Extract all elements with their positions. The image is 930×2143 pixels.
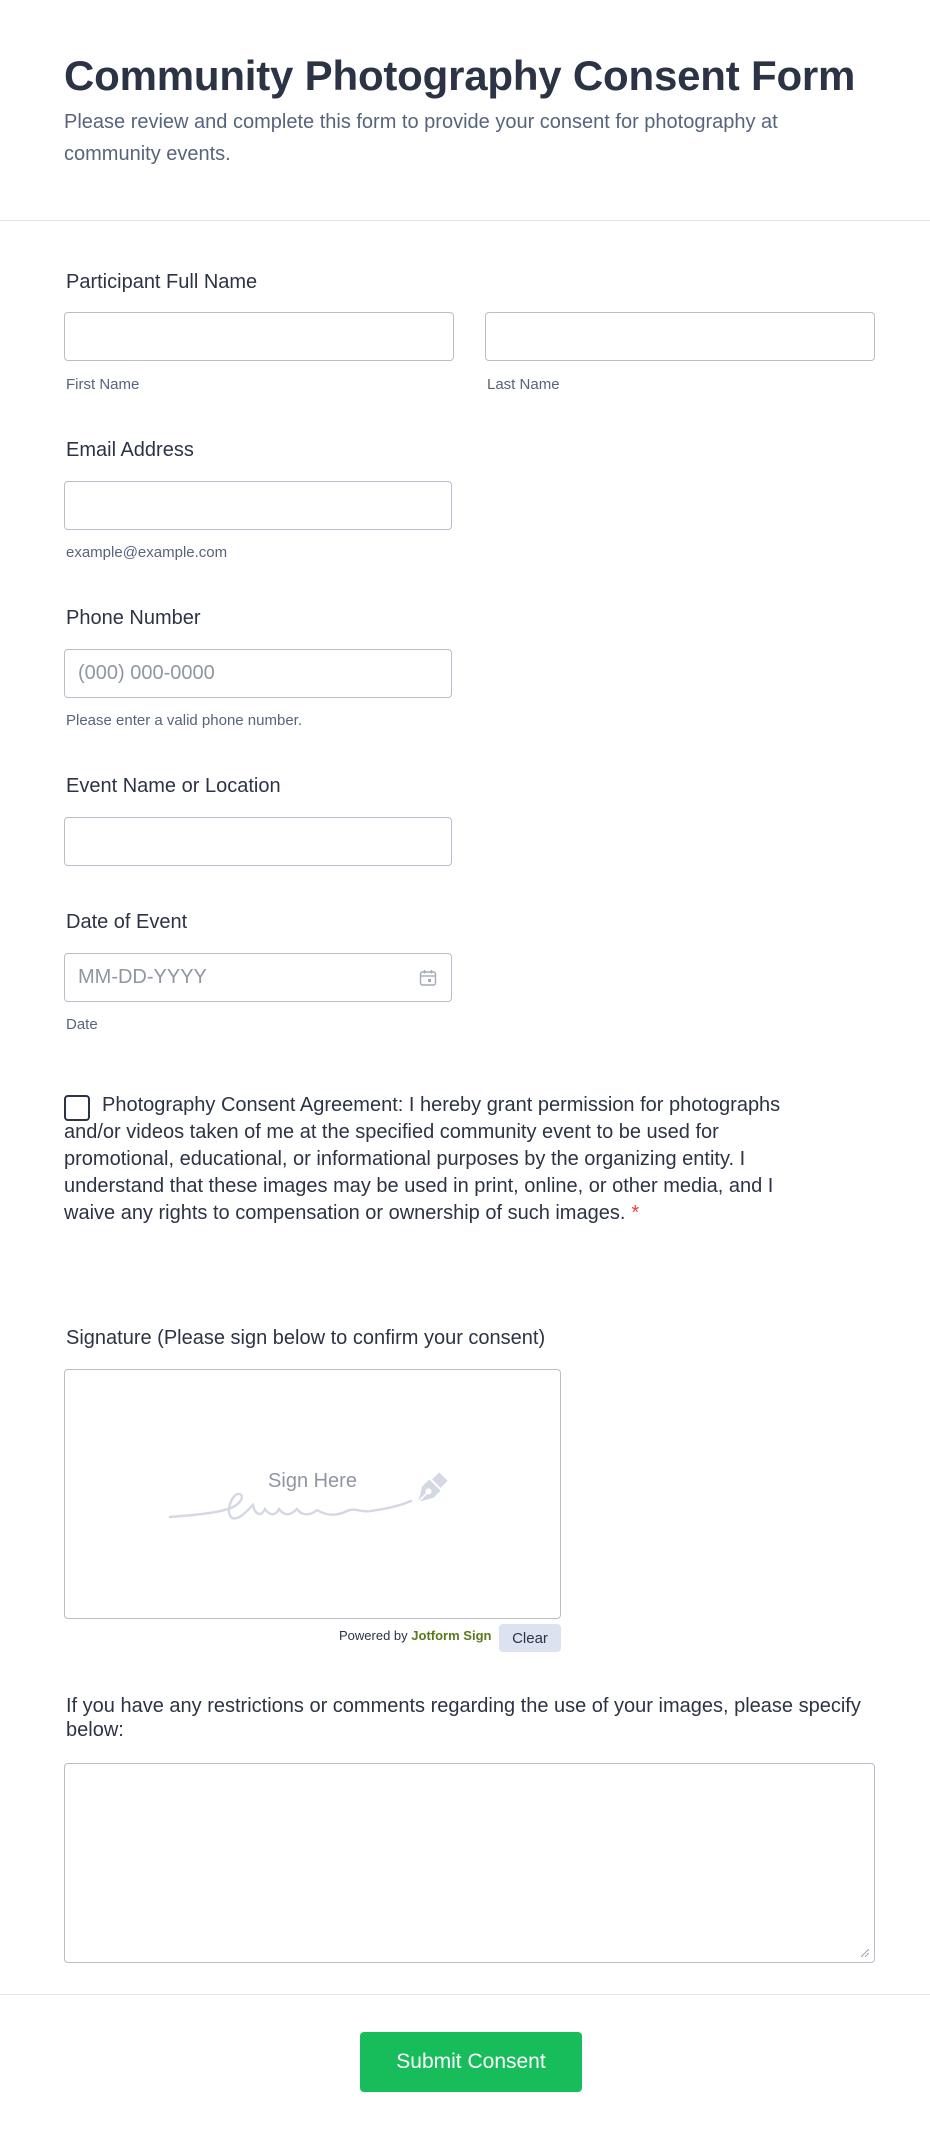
form-subtitle: Please review and complete this form to provide your consent for photography at community events. <box>64 111 778 165</box>
phone-input[interactable] <box>64 649 452 698</box>
first-name-input[interactable] <box>64 312 454 361</box>
email-label: Email Address <box>66 439 194 461</box>
event-input[interactable] <box>64 817 452 866</box>
calendar-icon[interactable] <box>419 969 437 987</box>
email-sublabel: example@example.com <box>66 544 228 561</box>
powered-prefix: Powered by <box>339 1628 408 1643</box>
email-input[interactable] <box>64 481 452 530</box>
full-name-label: Participant Full Name <box>66 271 258 293</box>
consent-text-body: Photography Consent Agreement: I hereby grant permission for photographs and/or videos taken of me at the specified community event to be used for promotional, educational, or informational purposes by the organizing entity. I understand that these images may be used in print, online, or other media, and I waive any rights to compensation or ownership of such images. <box>64 1094 781 1224</box>
powered-brand: Jotform Sign <box>411 1628 492 1643</box>
pen-nib-icon <box>405 1465 455 1515</box>
signature-label: Signature (Please sign below to confirm your consent) <box>66 1327 546 1349</box>
powered-by <box>339 1628 491 1643</box>
comments-textarea[interactable] <box>64 1763 875 1963</box>
phone-sublabel: Please enter a valid phone number. <box>66 712 302 729</box>
date-label: Date of Event <box>66 911 188 933</box>
date-placeholder: MM-DD-YYYY <box>78 966 207 988</box>
phone-label: Phone Number <box>66 607 201 629</box>
first-name-sublabel: First Name <box>66 376 140 393</box>
clear-signature-button[interactable]: Clear <box>499 1624 561 1652</box>
date-sublabel: Date <box>66 1016 98 1033</box>
date-input[interactable] <box>64 953 452 1002</box>
submit-consent-button[interactable]: Submit Consent <box>360 2032 582 2092</box>
form-title: Community Photography Consent Form <box>64 52 856 99</box>
last-name-sublabel: Last Name <box>487 376 560 393</box>
form-header <box>0 0 930 221</box>
resize-handle-icon[interactable] <box>861 1949 869 1957</box>
signature-pad[interactable] <box>64 1369 561 1619</box>
comments-label: If you have any restrictions or comments regarding the use of your images, please specify below: <box>66 1695 861 1741</box>
phone-placeholder: (000) 000-0000 <box>78 662 215 684</box>
required-mark: * <box>631 1202 640 1224</box>
consent-text <box>64 1092 794 1227</box>
sign-here-placeholder: Sign Here <box>268 1470 357 1492</box>
last-name-input[interactable] <box>485 312 875 361</box>
event-label: Event Name or Location <box>66 775 281 797</box>
